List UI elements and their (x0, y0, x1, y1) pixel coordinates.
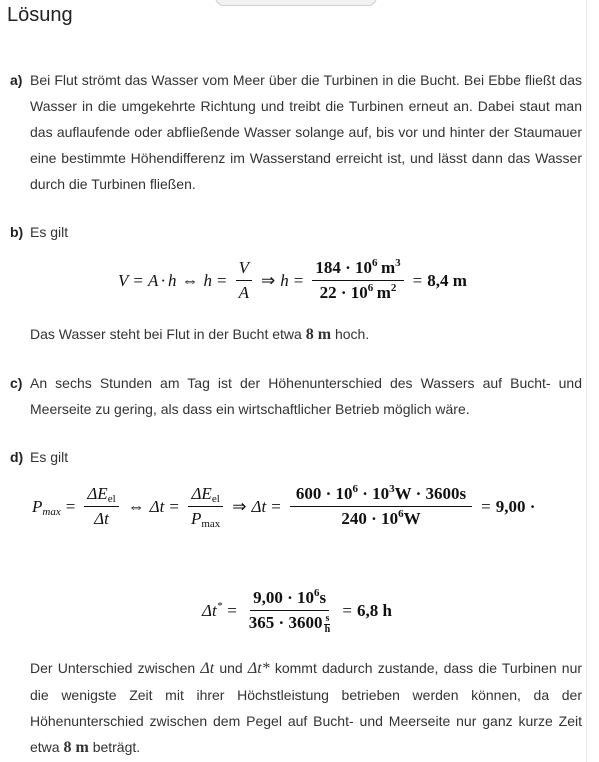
equation-d1: $P_{max}$ = $\frac{\Delta E_{el}}{\Delta t}$ ⇔ Δt = $\frac{\Delta E_{el}}{P_{max}}$ ⇒ Δt = $\frac{600 \cdot 10^6 \cdot 10^3W \cdot 3600s}{240 \cdot 10^6W}$ = 9,00 · (32, 483, 536, 530)
section-b-label: b) (10, 224, 24, 240)
section-c-label: c) (10, 375, 23, 391)
eq-d1-frac-values: $\frac{600 \cdot 10^6 \cdot 10^3W \cdot 3600s}{240 \cdot 10^6W}$ (290, 484, 472, 529)
section-b-intro: Es gilt (30, 224, 69, 240)
conclusion-dtstar: Δt* (247, 660, 270, 677)
eq-d2-frac: $9,00 \cdot 10^6s$ 365 · 3600 $\frac{s}{h}$ (248, 587, 331, 635)
right-divider (586, 0, 587, 762)
eq-var-h3: h (280, 270, 289, 290)
section-c-text: An sechs Stunden am Tag ist der Höhenunterschied des Wassers auf Bucht- und Meerseite zu gering, als dass ein wirtschaftlicher Betrieb möglich wäre. (30, 375, 582, 417)
page-title: Lösung (7, 4, 73, 26)
conclusion-dt: Δt (200, 660, 215, 677)
eq-var-h: h (168, 270, 177, 290)
section-d-label: d) (10, 449, 24, 465)
equation-b: V = A · h ⇔ h = $\frac{V}{A}$ ⇒ h = $\frac{184 \cdot 10^6 m^3}{22 \cdot 10^6 m^2}$ = 8,4 m (118, 257, 467, 302)
section-a-text: Bei Flut strömt das Wasser vom Meer über die Turbinen in die Bucht. Bei Ebbe fließt das Wasser in die umgekehrte Richtung und treibt die Turbinen erneut an. Dabei staut man das auflaufende oder abfließende Wasser solange auf, bis vor und hinter der Staumauer eine bestimmte Höhendifferenz im Wasserstand erreicht ist, und lässt dann das Wasser durch die Turbinen fließen. (30, 72, 582, 192)
top-scroll-tab[interactable] (215, 0, 377, 6)
eq-var-A: A (147, 270, 159, 290)
eq-d2-result: 6,8 h (356, 601, 392, 621)
eq-frac-VA: $\frac{V}{A}$ (236, 258, 252, 303)
eq-frac-values: $\frac{184 \cdot 10^6 m^3}{22 \cdot 10^6 m^2}$ (312, 258, 403, 303)
equation-d2: Δt* = $9,00 \cdot 10^6s$ 365 · 3600 $\frac{s}{h}$ = 6,8 h (202, 587, 392, 635)
eq-d1-result: 9,00 · (495, 496, 536, 516)
eq-b-result: 8,4 m (427, 270, 467, 290)
section-b (10, 219, 582, 245)
d-conclusion-value: 8 m (63, 739, 89, 756)
section-d-conclusion: Der Unterschied zwischen Δt und Δt* kommt dadurch zustande, dass die Turbinen nur die wenigste Zeit mit ihrer Höchstleistung betrieben werden können, da der Höhenunterschied zwischen dem Pegel auf Bucht- und Meerseite nur ganz kurze Zeit etwa 8 m beträgt. (30, 660, 583, 756)
section-d-intro: Es gilt (30, 449, 69, 465)
section-a-label: a) (10, 72, 23, 88)
section-c (10, 370, 582, 422)
section-d (10, 444, 582, 470)
b-conclusion-value: 8 m (305, 326, 332, 343)
section-a (10, 67, 582, 197)
eq-var-V: V (118, 270, 129, 290)
eq-var-h2: h (203, 270, 213, 290)
section-b-conclusion: Das Wasser steht bei Flut in der Bucht etwa 8 m hoch. (30, 326, 370, 343)
